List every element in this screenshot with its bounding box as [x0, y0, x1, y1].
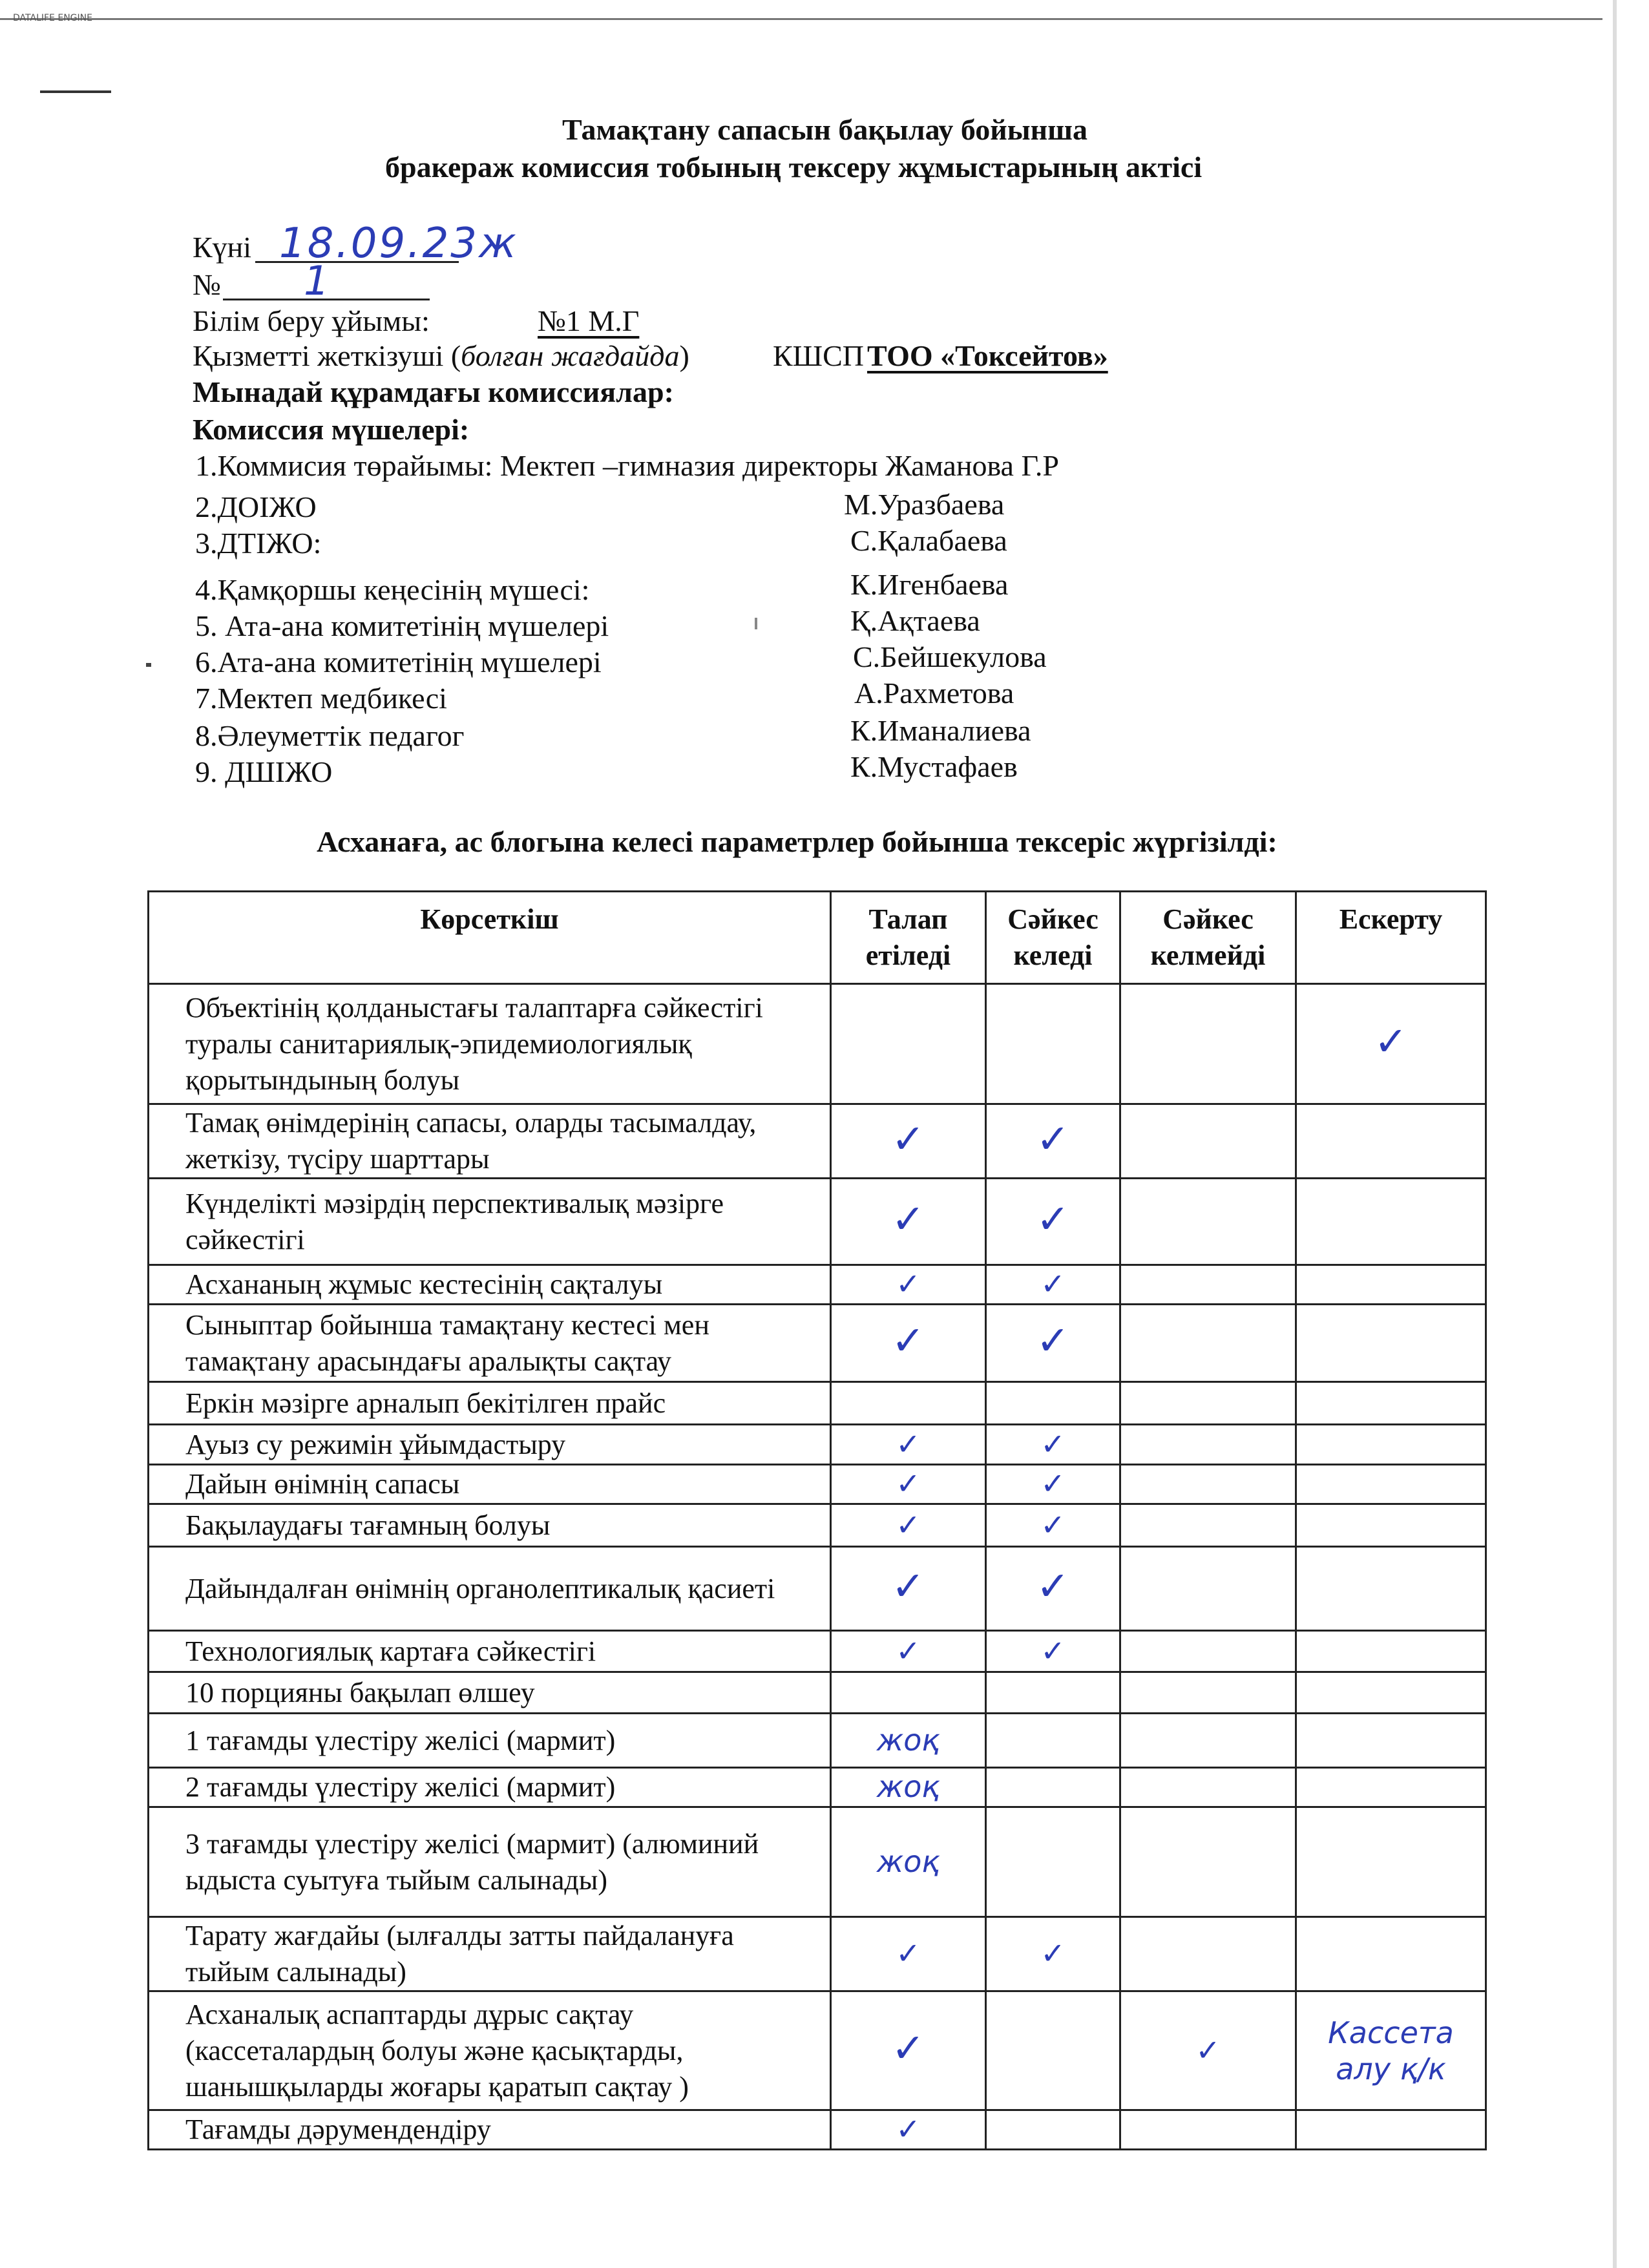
- header-indicator: Көрсеткіш: [149, 892, 831, 984]
- section-heading: Асханаға, ас блогына келесі параметрлер бойынша тексеріс жүргізілді:: [317, 825, 1277, 858]
- note-cell: [1296, 1425, 1486, 1465]
- header-complies: Сәйкес келеді: [986, 892, 1120, 984]
- note-cell: [1296, 1305, 1486, 1382]
- not-complies-cell: [1120, 984, 1296, 1104]
- indicator-cell: Технологиялық картаға сәйкестігі: [149, 1631, 831, 1672]
- note-cell: [1296, 1104, 1486, 1179]
- check-mark: ✓: [1036, 1317, 1070, 1364]
- complies-cell: [986, 1631, 1120, 1672]
- indicator-cell: Тарату жағдайы (ылғалды затты пайдалануға тыйым салынады): [149, 1917, 831, 1991]
- not-complies-cell: [1120, 1714, 1296, 1768]
- date-label: Күні: [193, 231, 252, 264]
- complies-cell: [986, 1807, 1120, 1917]
- complies-cell: [986, 1768, 1120, 1807]
- complies-cell: [986, 1179, 1120, 1265]
- member-role: 3.ДТІЖО:: [195, 527, 322, 560]
- not-complies-cell: [1120, 1305, 1296, 1382]
- required-cell: [831, 1807, 986, 1917]
- check-mark: ✓: [891, 2024, 925, 2072]
- member-role: 7.Мектеп медбикесі: [195, 682, 447, 715]
- note-cell: [1296, 1714, 1486, 1768]
- member-role: 6.Ата-ана комитетінің мүшелері: [195, 646, 602, 678]
- note-cell: [1296, 1991, 1486, 2110]
- not-complies-cell: [1120, 1104, 1296, 1179]
- required-cell: [831, 1265, 986, 1305]
- header-required: Талап етіледі: [831, 892, 986, 984]
- member-role: 4.Қамқоршы кеңесінің мүшесі:: [195, 573, 590, 606]
- commission-heading: Мынадай құрамдағы комиссиялар:: [193, 375, 674, 408]
- table-row: [149, 1768, 1486, 1807]
- member-name: К.Игенбаева: [850, 568, 1009, 601]
- scan-dot: [146, 663, 151, 667]
- table-row: [149, 1265, 1486, 1305]
- complies-cell: [986, 1714, 1120, 1768]
- table-row: [149, 1425, 1486, 1465]
- members-heading: Комиссия мүшелері:: [193, 413, 470, 446]
- org-value: №1 М.Г: [538, 304, 640, 337]
- check-mark: ✓: [896, 1426, 921, 1462]
- complies-cell: [986, 984, 1120, 1104]
- title-line-2: бракераж комиссия тобының тексеру жұмыстарының актісі: [385, 151, 1203, 184]
- required-cell: [831, 1305, 986, 1382]
- org-label: Білім беру ұйымы:: [193, 304, 430, 337]
- indicator-cell: Сыныптар бойынша тамақтану кестесі мен тамақтану арасындағы аралықты сақтау: [149, 1305, 831, 1382]
- check-mark: ✓: [891, 1115, 925, 1162]
- indicator-cell: Тағамды дәрумендендіру: [149, 2110, 831, 2150]
- check-mark: ✓: [896, 1936, 921, 1971]
- table-row: [149, 1179, 1486, 1265]
- indicator-cell: 2 тағамды үлестіру желісі (мармит): [149, 1768, 831, 1807]
- required-cell: [831, 1465, 986, 1504]
- date-value: 18.09.23ж: [279, 220, 518, 268]
- note-cell: [1296, 2110, 1486, 2150]
- number-label: №: [193, 268, 221, 301]
- required-cell: [831, 2110, 986, 2150]
- check-mark: ✓: [1040, 1266, 1066, 1301]
- not-complies-cell: [1120, 1807, 1296, 1917]
- note-cell: [1296, 1504, 1486, 1547]
- supplier-value: ТОО «Токсейтов»: [867, 339, 1108, 372]
- not-complies-cell: [1120, 1631, 1296, 1672]
- not-complies-cell: [1120, 1179, 1296, 1265]
- required-cell: [831, 1104, 986, 1179]
- supplier-line: [193, 341, 689, 371]
- handwritten-note: жоқ: [876, 1722, 940, 1758]
- handwritten-note: жоқ: [876, 1843, 940, 1879]
- not-complies-cell: [1120, 1265, 1296, 1305]
- not-complies-cell: [1120, 1465, 1296, 1504]
- not-complies-cell: [1120, 1425, 1296, 1465]
- check-mark: ✓: [896, 2112, 921, 2147]
- required-cell: [831, 1631, 986, 1672]
- complies-cell: [986, 1504, 1120, 1547]
- member-role: 9. ДШІЖО: [195, 755, 333, 788]
- table-row: [149, 2110, 1486, 2150]
- complies-cell: [986, 2110, 1120, 2150]
- handwritten-note: жоқ: [876, 1769, 940, 1804]
- table-row: [149, 1714, 1486, 1768]
- required-cell: [831, 1991, 986, 2110]
- not-complies-cell: [1120, 1991, 1296, 2110]
- table-row: [149, 1991, 1486, 2110]
- check-mark: ✓: [1040, 1426, 1066, 1462]
- note-cell: [1296, 1917, 1486, 1991]
- note-cell: [1296, 1768, 1486, 1807]
- indicator-cell: Дайын өнімнің сапасы: [149, 1465, 831, 1504]
- check-mark: ✓: [1195, 2032, 1221, 2068]
- indicator-cell: Дайындалған өнімнің органолептикалық қасиеті: [149, 1547, 831, 1631]
- complies-cell: [986, 1547, 1120, 1631]
- check-mark: ✓: [896, 1466, 921, 1501]
- member-name: А.Рахметова: [854, 677, 1014, 709]
- not-complies-cell: [1120, 1917, 1296, 1991]
- indicator-cell: Асхананың жұмыс кестесінің сақталуы: [149, 1265, 831, 1305]
- note-cell: [1296, 984, 1486, 1104]
- note-cell: [1296, 1382, 1486, 1425]
- check-mark: ✓: [896, 1633, 921, 1668]
- table-row: [149, 1547, 1486, 1631]
- not-complies-cell: [1120, 1504, 1296, 1547]
- inspection-table: [147, 890, 1487, 2150]
- check-mark: ✓: [1040, 1466, 1066, 1501]
- supplier-label: Қызметті жеткізуші (: [193, 339, 461, 372]
- required-cell: [831, 984, 986, 1104]
- complies-cell: [986, 1991, 1120, 2110]
- check-mark: ✓: [1374, 1018, 1408, 1065]
- not-complies-cell: [1120, 2110, 1296, 2150]
- not-complies-cell: [1120, 1547, 1296, 1631]
- required-cell: [831, 1425, 986, 1465]
- supplier-close: ): [679, 339, 689, 372]
- note-cell: [1296, 1672, 1486, 1714]
- note-cell: [1296, 1265, 1486, 1305]
- title-line-1: Тамақтану сапасын бақылау бойынша: [562, 113, 1087, 146]
- table-row: [149, 1631, 1486, 1672]
- table-header-row: [149, 892, 1486, 984]
- indicator-cell: 10 порцияны бақылап өлшеу: [149, 1672, 831, 1714]
- note-cell: [1296, 1631, 1486, 1672]
- member-role: 5. Ата-ана комитетінің мүшелері: [195, 609, 609, 642]
- required-cell: [831, 1179, 986, 1265]
- check-mark: ✓: [896, 1507, 921, 1542]
- member-name: Қ.Ақтаева: [850, 604, 980, 637]
- header-note: Ескерту: [1296, 892, 1486, 984]
- number-value: 1: [304, 257, 331, 304]
- required-cell: [831, 1547, 986, 1631]
- complies-cell: [986, 1672, 1120, 1714]
- header-not-complies: Сәйкес келмейді: [1120, 892, 1296, 984]
- check-mark: ✓: [1040, 1507, 1066, 1542]
- handwritten-note: Кассета алу қ/к: [1328, 2015, 1454, 2086]
- check-mark: ✓: [1036, 1562, 1070, 1610]
- member-name: К.Иманалиева: [850, 714, 1031, 747]
- check-mark: ✓: [1036, 1195, 1070, 1243]
- table-row: [149, 1382, 1486, 1425]
- check-mark: ✓: [896, 1266, 921, 1301]
- table-row: [149, 1672, 1486, 1714]
- table-row: [149, 1917, 1486, 1991]
- required-cell: [831, 1714, 986, 1768]
- table-row: [149, 1305, 1486, 1382]
- scan-stamp: DATALIFE ENGINE: [13, 13, 92, 23]
- member-name: К.Мустафаев: [850, 750, 1018, 783]
- supplier-italic: болған жағдайда: [461, 339, 680, 372]
- indicator-cell: Тамақ өнімдерінің сапасы, оларды тасымалдау, жеткізу, түсіру шарттары: [149, 1104, 831, 1179]
- check-mark: ✓: [891, 1562, 925, 1610]
- indicator-cell: Объектінің қолданыстағы талаптарға сәйкестігі туралы санитариялық-эпидемиологиялық қорытындының болуы: [149, 984, 831, 1104]
- check-mark: ✓: [1036, 1115, 1070, 1162]
- chair-line: 1.Коммисия төрайымы: Мектеп –гимназия директоры Жаманова Г.Р: [195, 449, 1059, 482]
- check-mark: ✓: [891, 1317, 925, 1364]
- table-row: [149, 984, 1486, 1104]
- required-cell: [831, 1768, 986, 1807]
- member-role: 2.ДОІЖО: [195, 490, 317, 523]
- complies-cell: [986, 1382, 1120, 1425]
- indicator-cell: 3 тағамды үлестіру желісі (мармит) (алюминий ыдыста суытуға тыйым салынады): [149, 1807, 831, 1917]
- indicator-cell: Бақылаудағы тағамның болуы: [149, 1504, 831, 1547]
- complies-cell: [986, 1104, 1120, 1179]
- not-complies-cell: [1120, 1382, 1296, 1425]
- indicator-cell: Күнделікті мәзірдің перспективалық мәзірге сәйкестігі: [149, 1179, 831, 1265]
- table-row: [149, 1465, 1486, 1504]
- check-mark: ✓: [891, 1195, 925, 1243]
- scan-dot: [755, 618, 757, 629]
- complies-cell: [986, 1917, 1120, 1991]
- indicator-cell: Асханалық аспаптарды дұрыс сақтау (кассеталардың болуы және қасықтарды, шанышқыларды жоғары қаратып сақтау ): [149, 1991, 831, 2110]
- not-complies-cell: [1120, 1672, 1296, 1714]
- complies-cell: [986, 1305, 1120, 1382]
- scan-top-border: [0, 18, 1602, 20]
- required-cell: [831, 1382, 986, 1425]
- complies-cell: [986, 1425, 1120, 1465]
- scan-right-edge: [1613, 0, 1617, 2268]
- note-cell: [1296, 1807, 1486, 1917]
- table-row: [149, 1807, 1486, 1917]
- note-cell: [1296, 1547, 1486, 1631]
- indicator-cell: 1 тағамды үлестіру желісі (мармит): [149, 1714, 831, 1768]
- required-cell: [831, 1917, 986, 1991]
- required-cell: [831, 1504, 986, 1547]
- note-cell: [1296, 1465, 1486, 1504]
- check-mark: ✓: [1040, 1936, 1066, 1971]
- table-row: [149, 1504, 1486, 1547]
- member-role: 8.Әлеуметтік педагог: [195, 719, 465, 752]
- scan-mark: [40, 90, 111, 93]
- supplier-prefix: КШСП: [773, 339, 864, 372]
- table-row: [149, 1104, 1486, 1179]
- note-cell: [1296, 1179, 1486, 1265]
- member-name: С.Қалабаева: [850, 524, 1007, 557]
- check-mark: ✓: [1040, 1633, 1066, 1668]
- indicator-cell: Ауыз су режимін ұйымдастыру: [149, 1425, 831, 1465]
- not-complies-cell: [1120, 1768, 1296, 1807]
- member-name: С.Бейшекулова: [853, 640, 1047, 673]
- indicator-cell: Еркін мәзірге арналып бекітілген прайс: [149, 1382, 831, 1425]
- required-cell: [831, 1672, 986, 1714]
- member-name: М.Уразбаева: [844, 488, 1005, 521]
- complies-cell: [986, 1265, 1120, 1305]
- complies-cell: [986, 1465, 1120, 1504]
